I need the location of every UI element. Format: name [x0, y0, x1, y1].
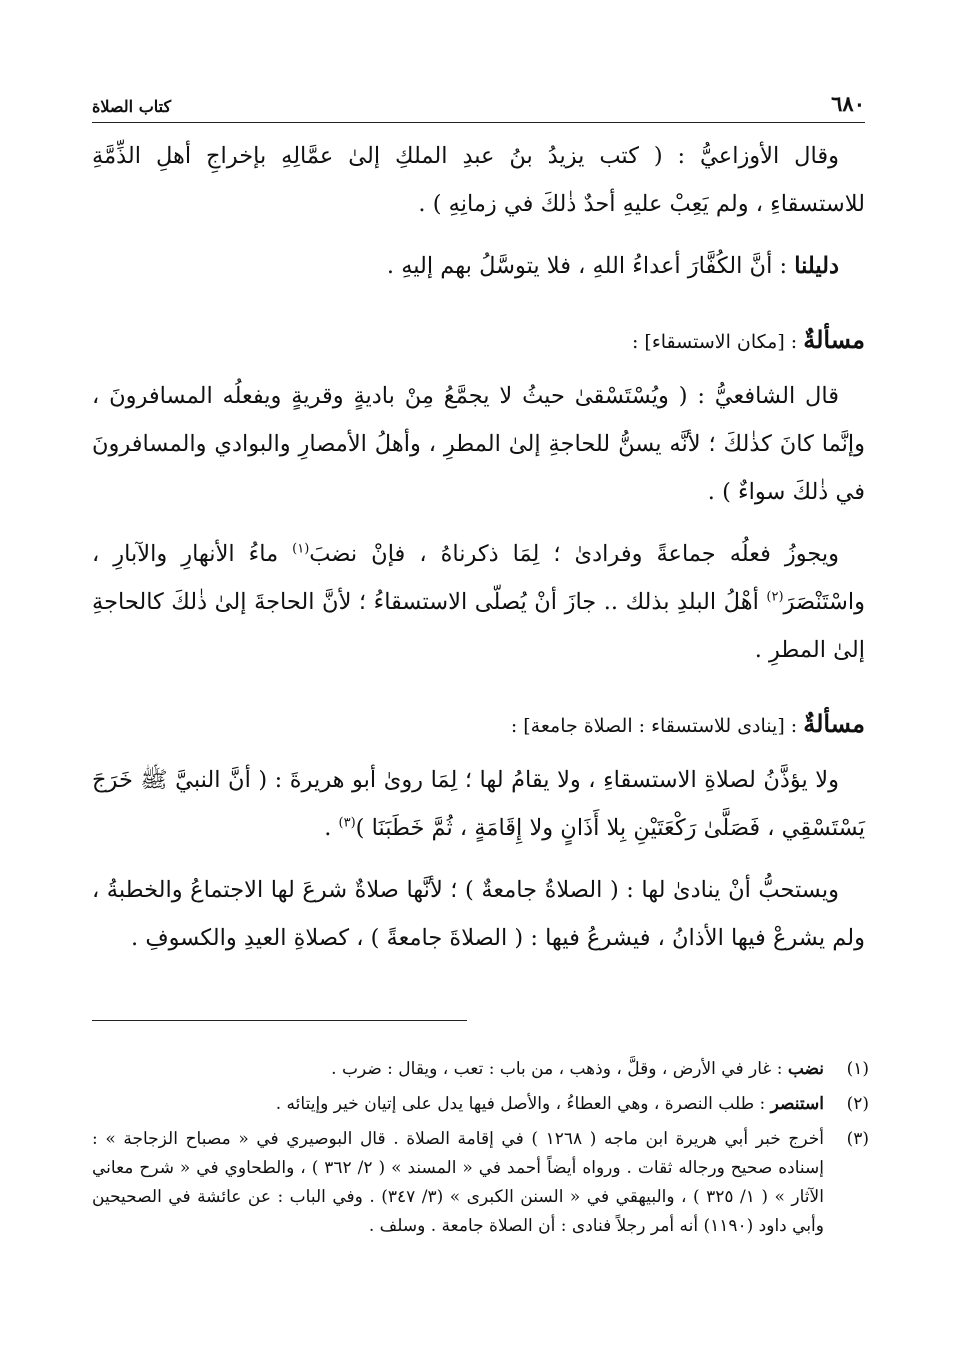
- running-head: [92, 88, 865, 116]
- issue-heading-call: [92, 702, 865, 748]
- footnote-marker: (٣): [846, 1129, 869, 1149]
- issue-title: : [ينادى للاستسقاء : الصلاة جامعة] :: [510, 715, 804, 737]
- footnote-3: [92, 1125, 869, 1241]
- footnote-text: : طلب النصرة ، وهي العطاءُ ، والأصل فيها يدل على إتيان خير وإيتائه .: [275, 1094, 771, 1114]
- header-rule: [92, 122, 865, 123]
- paragraph-text: أهْلُ البلدِ بذلك .. جازَ أنْ يُصلّى الاستسقاءُ ؛ لأنَّ الحاجةَ إلىٰ ذٰلكَ كالحاجةِ إلىٰ المطرِ .: [92, 589, 865, 663]
- evidence-label: دليلنا: [794, 253, 839, 279]
- paragraph-text: قال الشافعيُّ : ( ويُسْتَسْقىٰ حيثُ لا يجمَّعُ مِنْ باديةٍ وقريةٍ ويفعلُه المسافرونَ ، وإنَّما كانَ كذٰلكَ ؛ لأنَّه يسنُّ للحاجةِ إلىٰ المطرِ ، وأهلُ الأمصارِ والبوادي والمسافرونَ في ذٰلكَ سواءٌ ) .: [92, 383, 865, 505]
- footnote-1: [92, 1055, 869, 1084]
- footnote-marker: (١): [846, 1059, 869, 1079]
- paragraph-no-adhan: [92, 756, 865, 852]
- paragraph-text: : أنَّ الكُفَّارَ أعداءُ اللهِ ، فلا يتوسَّلُ بهم إليهِ .: [386, 253, 795, 279]
- paragraph-text: وقال الأوزاعيُّ : ( كتب يزيدُ بنُ عبدِ الملكِ إلىٰ عمَّالِهِ بإخراجِ أهلِ الذِّمَّةِ للاستسقاءِ ، ولم يَعِبْ عليهِ أحدٌ ذٰلكَ في زمانِهِ ) .: [92, 143, 865, 217]
- issue-label: مسألةٌ: [803, 709, 865, 738]
- issue-heading-place: [92, 318, 865, 364]
- issue-title: : [مكان الاستسقاء] :: [631, 331, 804, 353]
- footnote-rule: [92, 1020, 467, 1021]
- paragraph-shafii: [92, 372, 865, 516]
- paragraph-text: .: [324, 815, 339, 841]
- footnote-marker: (٢): [846, 1094, 869, 1114]
- paragraph-evidence: [92, 242, 865, 290]
- footnote-ref-3[interactable]: (٣): [338, 815, 356, 831]
- book-title: كتاب الصلاة: [92, 97, 172, 116]
- footnote-body: [92, 1090, 824, 1119]
- footnote-term: استنصر: [770, 1094, 824, 1114]
- issue-label: مسألةٌ: [803, 325, 865, 354]
- paragraph-text: ماءُ الأنهارِ والآبارِ ، واسْتَنْصَرَ: [92, 541, 865, 615]
- page-number: ٦٨٠: [831, 91, 865, 116]
- paragraph-text: ولا يؤذَّنُ لصلاةِ الاستسقاءِ ، ولا يقامُ لها ؛ لِمَا روىٰ أبو هريرةَ : ( أنَّ النبيَّ ﷺ خَرَجَ يَسْتَسْقِي ، فَصَلَّىٰ رَكْعَتَيْنِ بِلا أَذَانٍ ولا إِقَامَةٍ ، ثُمَّ خَطَبَنَا ): [92, 767, 865, 841]
- footnote-term: نضب: [787, 1059, 824, 1079]
- main-text: [92, 132, 865, 976]
- footnote-text: : غار في الأرض ، وقلَّ ، وذهب ، من باب : تعب ، ويقال : ضرب .: [331, 1059, 788, 1079]
- paragraph-permissibility: [92, 530, 865, 674]
- footnotes: [92, 1055, 869, 1247]
- footnote-body: [92, 1125, 824, 1241]
- paragraph-call-jamia: [92, 866, 865, 962]
- paragraph-awzai: [92, 132, 865, 228]
- footnote-ref-1[interactable]: (١): [292, 541, 310, 557]
- footnote-2: [92, 1090, 869, 1119]
- footnote-ref-2[interactable]: (٢): [766, 589, 784, 605]
- paragraph-text: ويستحبُّ أنْ ينادىٰ لها : ( الصلاةُ جامعةٌ ) ؛ لأنَّها صلاةٌ شرعَ لها الاجتماعُ والخطبةُ ، ولم يشرعْ فيها الأذانُ ، فيشرعُ فيها : ( الصلاةَ جامعةً ) ، كصلاةِ العيدِ والكسوفِ .: [92, 877, 865, 951]
- paragraph-text: ويجوزُ فعلُه جماعةً وفرادىٰ ؛ لِمَا ذكرناهُ ، فإنْ نضبَ: [309, 541, 839, 567]
- footnote-text: أخرج خبر أبي هريرة ابن ماجه ( ١٢٦٨ ) في إقامة الصلاة . قال البوصيري في « مصباح الزجاجة » : إسناده صحيح ورجاله ثقات . ورواه أيضاً أحمد في « المسند » ( ٢/ ٣٦٢ ) ، والطحاوي في « شرح معاني الآثار » ( ١/ ٣٢٥ ) ، والبيهقي في « السنن الكبرى » (٣/ ٣٤٧) . وفي الباب : عن عائشة في الصحيحين وأبي داود (١١٩٠) أنه أمر رجلاً فنادى : أن الصلاة جامعة . وسلف .: [92, 1129, 824, 1236]
- footnote-body: [92, 1055, 824, 1084]
